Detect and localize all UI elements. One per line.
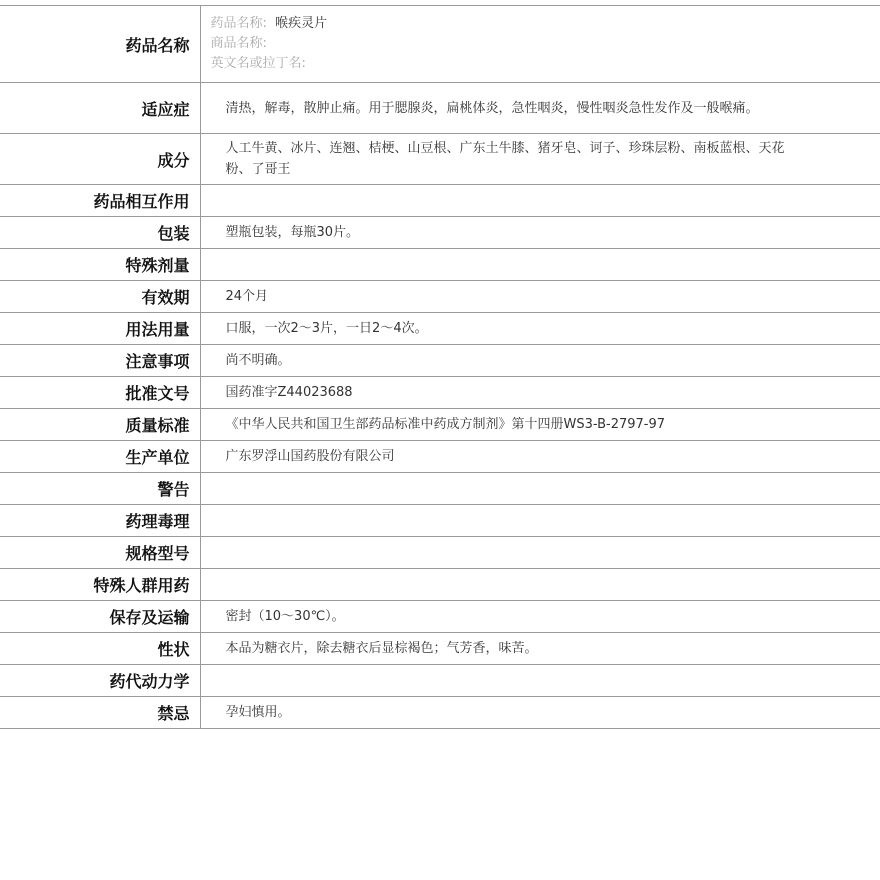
row-label: 成分 — [0, 134, 200, 185]
row-label: 保存及运输 — [0, 601, 200, 633]
trade-name-key: 商品名称: — [210, 36, 267, 51]
row-value: 国药准字Z44023688 — [200, 377, 880, 409]
row-value — [200, 473, 880, 505]
generic-name-line — [211, 14, 791, 34]
row-manufacturer — [0, 441, 880, 473]
row-warning — [0, 473, 880, 505]
row-value — [200, 185, 880, 217]
row-drug-names — [0, 6, 880, 83]
row-value: 《中华人民共和国卫生部药品标准中药成方制剂》第十四册WS3-B-2797-97 — [200, 409, 880, 441]
row-dosage — [0, 313, 880, 345]
row-value — [200, 537, 880, 569]
row-label: 禁忌 — [0, 697, 200, 729]
row-shelf-life — [0, 281, 880, 313]
row-value: 人工牛黄、冰片、连翘、桔梗、山豆根、广东土牛膝、猪牙皂、诃子、珍珠层粉、南板蓝根、天花粉、了哥王 — [200, 134, 880, 185]
row-label: 药理毒理 — [0, 505, 200, 537]
row-label: 注意事项 — [0, 345, 200, 377]
drug-names-cell — [200, 6, 880, 83]
latin-name-line — [211, 54, 791, 74]
row-label: 适应症 — [0, 83, 200, 134]
row-quality-standard — [0, 409, 880, 441]
generic-name-value: 喉疾灵片 — [275, 16, 328, 31]
row-value: 尚不明确。 — [200, 345, 880, 377]
row-value — [200, 665, 880, 697]
row-special-dosage — [0, 249, 880, 281]
row-label: 生产单位 — [0, 441, 200, 473]
row-value: 口服，一次2～3片，一日2～4次。 — [200, 313, 880, 345]
generic-name-key: 药品名称: — [210, 16, 267, 31]
latin-name-key: 英文名或拉丁名: — [210, 56, 306, 71]
row-value — [200, 249, 880, 281]
row-label: 药品相互作用 — [0, 185, 200, 217]
row-pharmacology — [0, 505, 880, 537]
row-label: 药代动力学 — [0, 665, 200, 697]
row-special-populations — [0, 569, 880, 601]
row-storage — [0, 601, 880, 633]
row-value: 24个月 — [200, 281, 880, 313]
row-label: 质量标准 — [0, 409, 200, 441]
row-pharmacokinetics — [0, 665, 880, 697]
row-value: 塑瓶包装，每瓶30片。 — [200, 217, 880, 249]
row-value — [200, 569, 880, 601]
row-value: 清热，解毒，散肿止痛。用于腮腺炎，扁桃体炎，急性咽炎，慢性咽炎急性发作及一般喉痛。 — [200, 83, 880, 134]
row-interactions — [0, 185, 880, 217]
row-ingredients — [0, 134, 880, 185]
row-label: 规格型号 — [0, 537, 200, 569]
row-label: 药品名称 — [0, 6, 200, 83]
row-value: 广东罗浮山国药股份有限公司 — [200, 441, 880, 473]
row-indications — [0, 83, 880, 134]
row-specification — [0, 537, 880, 569]
row-label: 警告 — [0, 473, 200, 505]
row-label: 特殊人群用药 — [0, 569, 200, 601]
row-value: 本品为糖衣片，除去糖衣后显棕褐色；气芳香，味苦。 — [200, 633, 880, 665]
row-packaging — [0, 217, 880, 249]
row-label: 批准文号 — [0, 377, 200, 409]
row-label: 包装 — [0, 217, 200, 249]
row-description — [0, 633, 880, 665]
drug-info-table — [0, 5, 880, 729]
row-value: 密封（10～30℃）。 — [200, 601, 880, 633]
row-value: 孕妇慎用。 — [200, 697, 880, 729]
row-label: 有效期 — [0, 281, 200, 313]
row-contraindications — [0, 697, 880, 729]
row-precautions — [0, 345, 880, 377]
row-label: 用法用量 — [0, 313, 200, 345]
row-label: 特殊剂量 — [0, 249, 200, 281]
row-value — [200, 505, 880, 537]
trade-name-line — [211, 34, 791, 54]
row-label: 性状 — [0, 633, 200, 665]
row-approval-number — [0, 377, 880, 409]
